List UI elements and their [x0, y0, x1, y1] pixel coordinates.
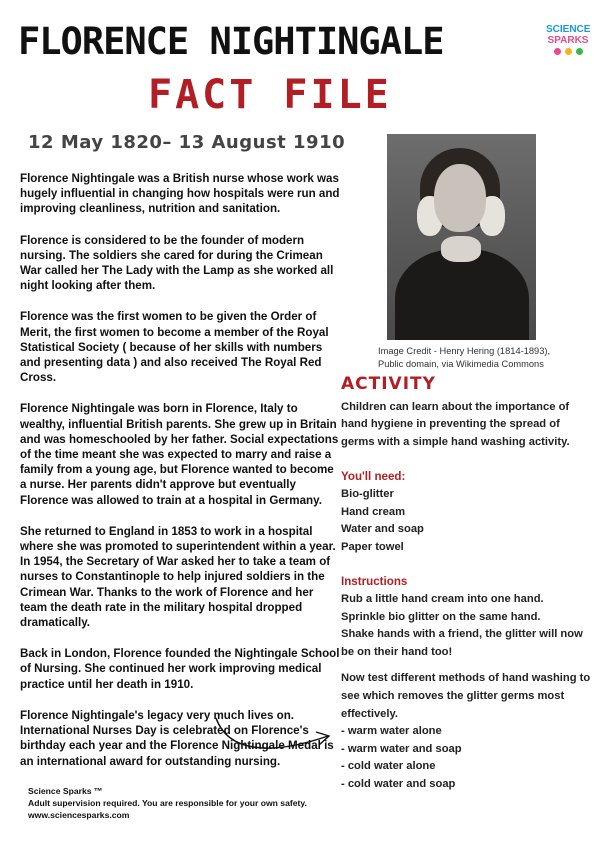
list-item: Shake hands with a friend, the glitter will now be on their hand too! — [341, 628, 583, 658]
list-item: Hand cream — [341, 505, 406, 518]
activity-intro: Children can learn about the importance of hand hygiene in preventing the spread of germs with a simple hand washing activity. — [341, 400, 570, 448]
list-item: Bio-glitter — [341, 487, 394, 500]
fact-paragraph: Florence Nightingale was born in Florence, Italy to wealthy, influential British parents. She grew up in Britain and was homeschooled by her father. Social expectations of the time meant she was expected to marry and raise a family from a young age, but Florence wanted to become a nurse. Her parents didn't approve but eventually Florence was allowed to train at a hospital in Germany. — [20, 402, 339, 507]
list-item: Rub a little hand cream into one hand. — [341, 592, 544, 605]
fact-paragraph: Florence Nightingale was a British nurse whose work was hugely influential in changing how hospitals were run and improving cleanliness, nutrition and sanitation. — [20, 172, 340, 216]
instructions-list — [341, 591, 591, 661]
list-item: - warm water and soap — [341, 742, 462, 755]
page-title: FLORENCE NIGHTINGALE — [18, 20, 444, 63]
fact-paragraph: Florence was the first women to be given the Order of Merit, the first women to become a member of the Royal Statistical Society ( because of her skills with numbers and presenting data ) and also received The Royal Red Cross. — [20, 310, 329, 385]
list-item: Paper towel — [341, 540, 404, 553]
logo-text-science: SCIENCE — [546, 24, 591, 35]
curved-arrow-icon — [210, 712, 340, 762]
test-intro: Now test different methods of hand washing to see which removes the glitter germs most effectively. — [341, 672, 591, 720]
needs-list — [341, 486, 591, 556]
list-item: - cold water and soap — [341, 777, 456, 790]
activity-section — [341, 376, 591, 793]
list-item: - warm water alone — [341, 725, 442, 738]
footer-url: www.sciencesparks.com — [28, 810, 130, 821]
logo-beaker-icon — [546, 48, 590, 55]
science-sparks-logo — [546, 24, 590, 72]
image-caption — [378, 345, 578, 370]
list-item: Sprinkle bio glitter on the same hand. — [341, 610, 541, 623]
florence-portrait-image — [387, 134, 536, 340]
list-item: - cold water alone — [341, 760, 436, 773]
list-item: Water and soap — [341, 523, 424, 536]
instructions-heading: Instructions — [341, 575, 408, 589]
footer — [28, 785, 328, 822]
caption-line: Public domain, via Wikimedia Commons — [378, 358, 544, 369]
activity-heading: ACTIVITY — [341, 374, 436, 394]
fact-paragraph: Florence is considered to be the founder of modern nursing. The soldiers she cared for during the Crimean War called her The Lady with the Lamp as she worked all night looking after them. — [20, 233, 334, 293]
logo-text-sparks: SPARKS — [547, 35, 589, 46]
footer-brand: Science Sparks ™ — [28, 786, 103, 796]
footer-safety-note: Adult supervision required. You are responsible for your own safety. — [28, 798, 307, 809]
needs-heading: You'll need: — [341, 470, 406, 484]
fact-paragraph: Back in London, Florence founded the Nightingale School of Nursing. She continued her work improving medical practice until her death in 1910. — [20, 647, 340, 691]
fact-paragraph: She returned to England in 1853 to work in a hospital where she was promoted to superintendent within a year. In 1954, the Secretary of War asked her to take a team of nurses to Constantinople to help injured soldiers in the Crimean War. Thanks to the work of Florence and her team the death rate in the military hospital dropped dramatically. — [20, 524, 336, 630]
fact-text-column — [20, 171, 342, 785]
caption-line: Image Credit - Henry Hering (1814-1893), — [378, 346, 551, 356]
methods-list — [341, 723, 591, 793]
life-dates: 12 May 1820– 13 August 1910 — [28, 132, 346, 153]
page-subtitle: FACT FILE — [148, 72, 392, 118]
fact-paragraph: Florence Nightingale's legacy very much lives on. International Nurses Day is celebrated on Florence's birthday each year and the Florence Nightingale Medal is an international award for outstanding nursing. — [20, 708, 334, 768]
